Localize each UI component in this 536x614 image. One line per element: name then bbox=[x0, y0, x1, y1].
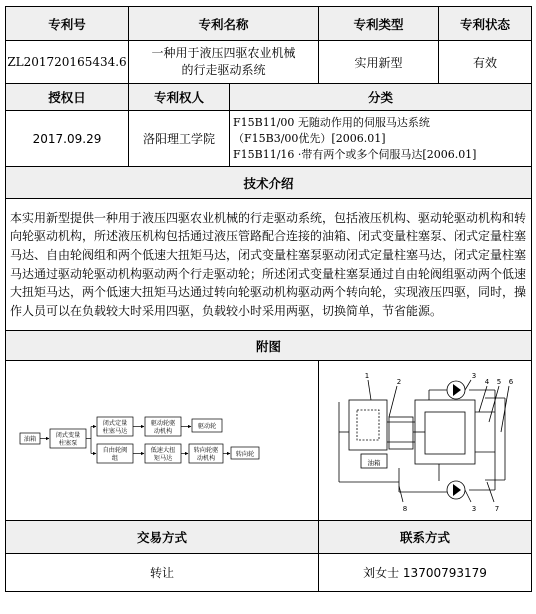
grant-date: 2017.09.29 bbox=[6, 111, 129, 167]
schematic-label-3-top: 3 bbox=[471, 371, 477, 380]
section-tech-intro: 技术介绍 bbox=[6, 167, 532, 199]
fc-pump-l1: 闭式变量 bbox=[55, 431, 81, 439]
header-patent-name: 专利名称 bbox=[129, 7, 319, 41]
fc-valve-l1: 自由轮阀 bbox=[102, 446, 128, 454]
figure-schematic-cell bbox=[319, 361, 532, 521]
schematic-label-1: 1 bbox=[364, 371, 370, 380]
patent-name-line2: 的行走驱动系统 bbox=[181, 63, 266, 77]
header-patent-no: 专利号 bbox=[6, 7, 129, 41]
patent-table bbox=[5, 6, 532, 592]
fc-valve-l2: 组 bbox=[111, 454, 119, 462]
classification-line1: F15B11/00 无随动作用的伺服马达系统 bbox=[233, 115, 430, 129]
patent-name-line1: 一种用于液压四驱农业机械 bbox=[151, 46, 296, 60]
figure-flowchart-cell bbox=[6, 361, 319, 521]
header-contact: 联系方式 bbox=[319, 521, 532, 554]
section-figures: 附图 bbox=[6, 331, 532, 361]
fc-drive-mech-l2: 动机构 bbox=[153, 427, 173, 435]
schematic-label-4: 4 bbox=[484, 377, 490, 386]
schematic-label-6: 6 bbox=[508, 377, 514, 386]
classification bbox=[230, 111, 532, 167]
header-deal-method: 交易方式 bbox=[6, 521, 319, 554]
fc-steer-mech-l1: 转向轮驱 bbox=[193, 446, 219, 454]
schematic-label-3-bottom: 3 bbox=[471, 504, 477, 513]
schematic-tank-label: 油箱 bbox=[367, 458, 381, 467]
header-patentee: 专利权人 bbox=[129, 84, 230, 111]
fc-steer-mech-l2: 动机构 bbox=[196, 454, 216, 462]
flowchart-diagram bbox=[6, 362, 268, 520]
fc-low-motor-l2: 矩马达 bbox=[153, 454, 173, 462]
classification-line2: （F15B3/00优先）[2006.01] bbox=[233, 131, 386, 145]
contact-info: 刘女士 13700793179 bbox=[319, 554, 532, 592]
fc-drive-mech-l1: 驱动轮驱 bbox=[150, 419, 176, 427]
header-patent-type: 专利类型 bbox=[319, 7, 439, 41]
fc-motor-l2: 柱塞马达 bbox=[102, 427, 128, 435]
fc-drive-wheel: 驱动轮 bbox=[197, 422, 217, 430]
classification-line3: F15B11/16 ·带有两个或多个伺服马达[2006.01] bbox=[233, 147, 477, 161]
fc-pump-l2: 柱塞泵 bbox=[58, 439, 78, 447]
patentee: 洛阳理工学院 bbox=[129, 111, 230, 167]
schematic-label-8: 8 bbox=[402, 504, 408, 513]
summary-text: 本实用新型提供一种用于液压四驱农业机械的行走驱动系统，包括液压机构、驱动轮驱动机构和转向轮驱动机构，所述液压机构包括通过液压管路配合连接的油箱、闭式变量柱塞泵、闭式定量柱塞马达、自由轮阀组和两个低速大扭矩马达，闭式变量柱塞泵驱动闭式定量柱塞马达，闭式定量柱塞马达通过驱动轮驱动机构驱动两个行走驱动轮；所述闭式变量柱塞泵通过自由轮阀组驱动两个低速大扭矩马达，两个低速大扭矩马达通过转向轮驱动机构驱动两个转向轮，实现液压四驱，同时，操作人员可以在负载较大时采用四驱，负载较小时采用两驱，切换简单，节省能源。 bbox=[6, 199, 532, 331]
hydraulic-schematic bbox=[319, 362, 531, 520]
patent-type: 实用新型 bbox=[319, 41, 439, 84]
patent-name bbox=[129, 41, 319, 84]
schematic-label-2: 2 bbox=[396, 377, 402, 386]
fc-motor-l1: 闭式定量 bbox=[102, 419, 128, 427]
schematic-label-7: 7 bbox=[494, 504, 500, 513]
header-grant-date: 授权日 bbox=[6, 84, 129, 111]
fc-tank: 油箱 bbox=[23, 435, 37, 443]
header-classification: 分类 bbox=[230, 84, 532, 111]
header-patent-status: 专利状态 bbox=[439, 7, 532, 41]
fc-low-motor-l1: 低速大扭 bbox=[150, 446, 176, 454]
patent-number: ZL201720165434.6 bbox=[6, 41, 129, 84]
patent-info-sheet bbox=[5, 6, 531, 608]
fc-steer-wheel: 转向轮 bbox=[235, 450, 255, 458]
patent-status: 有效 bbox=[439, 41, 532, 84]
deal-method: 转让 bbox=[6, 554, 319, 592]
schematic-label-5: 5 bbox=[496, 377, 502, 386]
